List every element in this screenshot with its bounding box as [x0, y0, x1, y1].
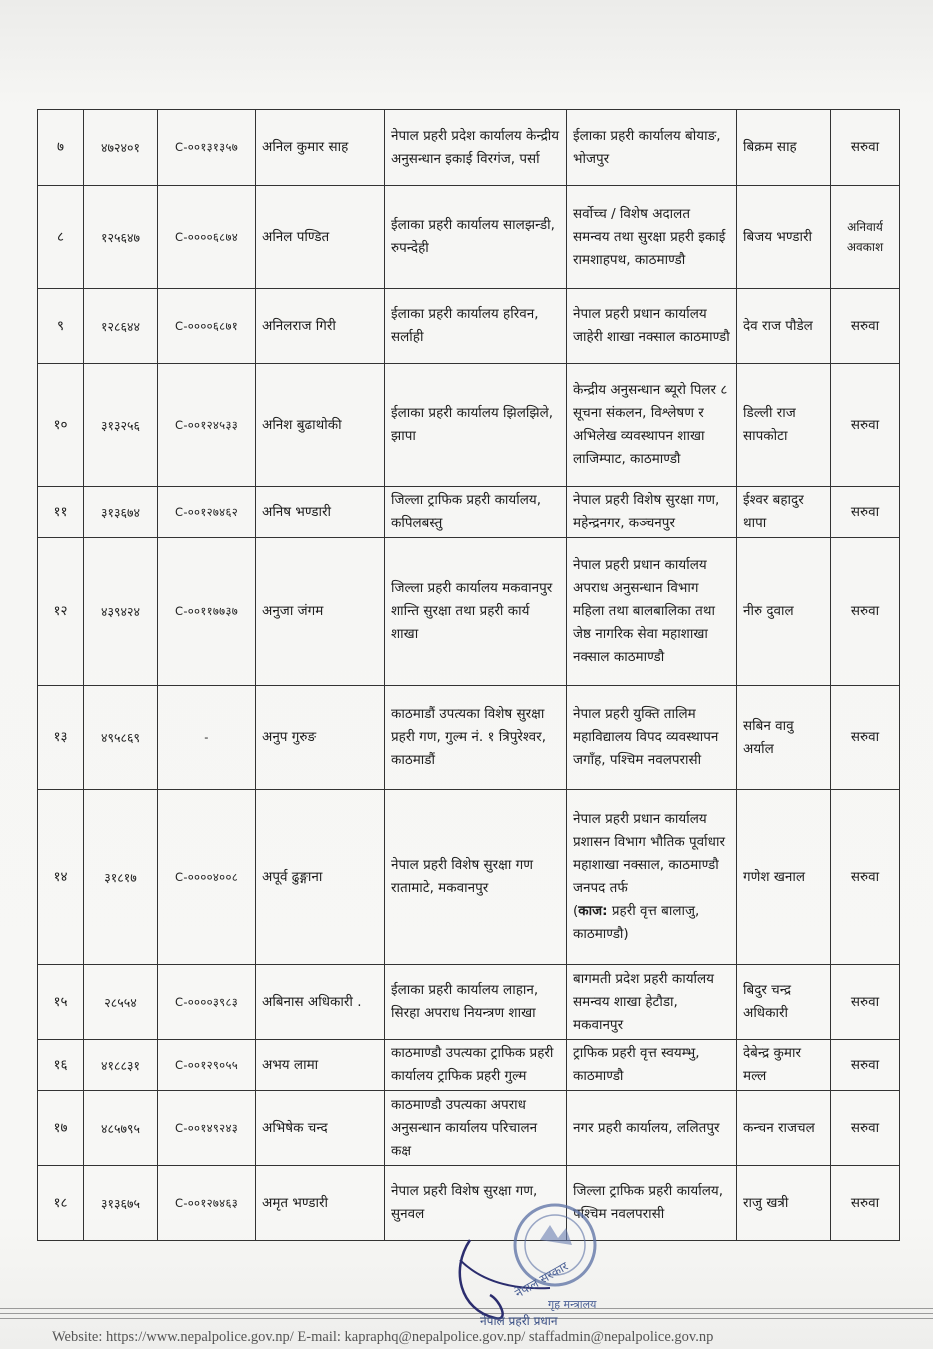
serial-number-cell — [38, 538, 84, 686]
staff-code: C-००१२९०५५ — [174, 1057, 239, 1072]
employee-id: ३१३२५६ — [100, 417, 140, 433]
approver-name-cell — [737, 186, 831, 289]
table-body — [38, 110, 900, 1241]
approver-name: देव राज पौडेल — [743, 317, 813, 334]
staff-code-cell — [158, 186, 256, 289]
employee-id-cell — [84, 1166, 158, 1241]
serial-number-cell — [38, 110, 84, 186]
approver-name-cell — [737, 686, 831, 790]
staff-code: C-००११७७३७ — [174, 604, 239, 618]
staff-code-cell — [158, 790, 256, 965]
remark: सरुवा — [850, 139, 880, 155]
remark: सरुवा — [850, 868, 880, 885]
remark-cell — [831, 110, 900, 186]
approver-name: गणेश खनाल — [743, 868, 806, 885]
serial-number-cell — [38, 1091, 84, 1166]
serial-number-cell — [38, 790, 84, 965]
transfer-office-cell — [567, 364, 737, 487]
approver-name-cell — [737, 790, 831, 965]
employee-id-cell — [84, 686, 158, 790]
staff-code: C-००१२७४६३ — [174, 1195, 239, 1210]
table-row — [38, 487, 900, 538]
current-office: काठमाण्डौ उपत्यका ट्राफिक प्रहरी कार्यालय ट्राफिक प्रहरी गुल्म — [391, 1045, 554, 1084]
assignment-label: काज: — [578, 903, 608, 919]
employee-name-cell — [256, 1091, 385, 1166]
current-office: नेपाल प्रहरी विशेष सुरक्षा गण रातामाटे, मकवानपुर — [391, 857, 534, 896]
transfer-office: नेपाल प्रहरी प्रधान कार्यालय अपराध अनुसन्धान विभाग महिला तथा बालबालिका तथा जेष्ठ नागरिक सेवा महाशाखा नक्साल काठमाण्डौ — [573, 557, 715, 665]
remark: सरुवा — [850, 1119, 880, 1136]
current-office: जिल्ला प्रहरी कार्यालय मकवानपुर शान्ति सुरक्षा तथा प्रहरी कार्य शाखा — [391, 580, 553, 642]
employee-name: अपूर्व ढुङ्गाना — [262, 868, 323, 885]
employee-id: ४७२४०१ — [100, 140, 140, 155]
table-row — [38, 790, 900, 965]
transfer-office-cell: नेपाल प्रहरी प्रधान कार्यालय प्रशासन विभाग भौतिक पूर्वाधार महाशाखा नक्साल, काठमाण्डौ जनपद तर्फ (काज: प्रहरी वृत्त बालाजु, काठमाण्डौ) — [567, 790, 737, 965]
employee-id: १२५६४७ — [100, 229, 140, 245]
employee-id: ३१३६७५ — [100, 1195, 140, 1211]
serial-number: १३ — [53, 729, 68, 745]
employee-name: अनुप गुरुङ — [262, 729, 317, 745]
employee-name: अनुजा जंगम — [262, 603, 324, 619]
approver-name: बिजय भण्डारी — [743, 228, 812, 245]
table-row — [38, 186, 900, 289]
current-office: नेपाल प्रहरी विशेष सुरक्षा गण, सुनवल — [391, 1183, 538, 1222]
footer-contact: Website: https://www.nepalpolice.gov.np/ E-mail: kapraphq@nepalpolice.gov.np/ staffadmin@nepalpolice.gov.np — [52, 1329, 714, 1345]
remark: सरुवा — [850, 317, 880, 334]
employee-name-cell — [256, 538, 385, 686]
employee-id: ४९५८६९ — [100, 730, 140, 745]
approver-name-cell — [737, 538, 831, 686]
current-office-cell — [385, 364, 567, 487]
employee-id-cell — [84, 538, 158, 686]
staff-code: C-००१२७४६२ — [174, 504, 239, 519]
employee-id-cell — [84, 487, 158, 538]
transfer-office: बागमती प्रदेश प्रहरी कार्यालय समन्वय शाखा हेटौडा, मकवानपुर — [573, 970, 715, 1033]
employee-id: २८५५४ — [104, 994, 137, 1010]
employee-name: अभिषेक चन्द — [262, 1119, 328, 1136]
approver-name: देबेन्द्र कुमार मल्ल — [743, 1045, 801, 1084]
serial-number: १२ — [53, 603, 68, 619]
transfer-office-cell — [567, 686, 737, 790]
current-office: नेपाल प्रहरी प्रदेश कार्यालय केन्द्रीय अनुसन्धान इकाई विरगंज, पर्सा — [391, 127, 560, 167]
current-office: ईलाका प्रहरी कार्यालय हरिवन, सर्लाही — [391, 306, 539, 345]
serial-number: १८ — [53, 1194, 68, 1211]
stamp-text: नेपाल सरकार — [512, 1259, 571, 1301]
employee-name: अनिलराज गिरी — [262, 317, 336, 334]
current-office: ईलाका प्रहरी कार्यालय लाहान, सिरहा अपराध नियन्त्रण शाखा — [391, 982, 539, 1021]
employee-name-cell — [256, 289, 385, 364]
employee-name-cell — [256, 364, 385, 487]
approver-name: बिदुर चन्द्र अधिकारी — [743, 982, 792, 1021]
remark-cell — [831, 186, 900, 289]
serial-number-cell — [38, 289, 84, 364]
employee-id: ३१३६७४ — [100, 504, 140, 520]
serial-number-cell — [38, 186, 84, 289]
current-office-cell — [385, 686, 567, 790]
serial-number: ११ — [53, 503, 68, 520]
employee-name-cell — [256, 110, 385, 186]
remark: सरुवा — [850, 416, 880, 433]
current-office: काठमाण्डौ उपत्यका अपराध अनुसन्धान कार्यालय परिचालन कक्ष — [391, 1096, 538, 1159]
employee-id: ४१८८३१ — [100, 1057, 140, 1073]
transfer-office-cell — [567, 538, 737, 686]
table-row — [38, 538, 900, 686]
employee-id-cell — [84, 965, 158, 1040]
employee-id-cell — [84, 110, 158, 186]
remark: सरुवा — [850, 729, 880, 745]
remark-cell — [831, 1166, 900, 1241]
employee-id: ३१८१७ — [104, 869, 137, 885]
remark: सरुवा — [850, 1056, 880, 1073]
remark-cell — [831, 1040, 900, 1091]
remark: सरुवा — [850, 603, 880, 619]
transfer-office: ईलाका प्रहरी कार्यालय बोयाङ, भोजपुर — [573, 127, 721, 167]
employee-id-cell — [84, 186, 158, 289]
staff-code: C-००००३९८३ — [174, 994, 239, 1009]
current-office-cell — [385, 965, 567, 1040]
serial-number: १७ — [53, 1119, 68, 1136]
employee-id-cell — [84, 289, 158, 364]
current-office-cell — [385, 538, 567, 686]
employee-name-cell — [256, 186, 385, 289]
current-office: जिल्ला ट्राफिक प्रहरी कार्यालय, कपिलबस्तु — [391, 492, 542, 531]
staff-code-cell — [158, 686, 256, 790]
transfer-office: सर्वोच्च / विशेष अदालत समन्वय तथा सुरक्षा प्रहरी इकाई रामशाहपथ, काठमाण्डौ — [573, 205, 726, 268]
staff-code-cell — [158, 487, 256, 538]
staff-code-cell — [158, 1040, 256, 1091]
transfer-office-cell — [567, 110, 737, 186]
employee-name-cell — [256, 1166, 385, 1241]
approver-name-cell — [737, 487, 831, 538]
staff-code-cell — [158, 965, 256, 1040]
employee-name: अनिश बुढाथोकी — [262, 416, 342, 433]
employee-id: १२८६४४ — [100, 318, 140, 334]
employee-name: अनिल कुमार साह — [262, 139, 349, 155]
serial-number-cell — [38, 487, 84, 538]
remark-cell — [831, 538, 900, 686]
current-office-cell — [385, 110, 567, 186]
table-row — [38, 686, 900, 790]
table-row — [38, 1040, 900, 1091]
approver-name: सबिन वावु अर्याल — [743, 717, 794, 757]
transfer-office: केन्द्रीय अनुसन्धान ब्यूरो पिलर ८ सूचना संकलन, विश्लेषण र अभिलेख व्यवस्थापन शाखा लाजिम्पाट, काठमाण्डौ — [573, 382, 728, 467]
employee-id: ४८५७९५ — [100, 1120, 140, 1136]
serial-number-cell — [38, 686, 84, 790]
employee-name: अभय लामा — [262, 1056, 319, 1073]
transfer-table — [37, 109, 900, 1241]
approver-name: डिल्ली राज सापकोटा — [743, 405, 796, 444]
approver-name: ईश्वर बहादुर थापा — [743, 492, 804, 531]
approver-name: बिक्रम साह — [743, 139, 797, 155]
staff-code: C-००००४००८ — [174, 869, 239, 884]
staff-code-cell — [158, 1166, 256, 1241]
remark-cell — [831, 487, 900, 538]
employee-name-cell — [256, 965, 385, 1040]
approver-name: नीरु दुवाल — [743, 603, 794, 619]
employee-name: अनिल पण्डित — [262, 228, 330, 245]
remark: सरुवा — [850, 1194, 880, 1211]
approver-name-cell — [737, 289, 831, 364]
employee-name-cell — [256, 790, 385, 965]
transfer-office: नेपाल प्रहरी प्रधान कार्यालय जाहेरी शाखा नक्साल काठमाण्डौ — [573, 306, 730, 345]
transfer-office: नेपाल प्रहरी युक्ति तालिम महाविद्यालय विपद व्यवस्थापन जगाँह, पश्चिम नवलपरासी — [573, 706, 719, 768]
table-row — [38, 965, 900, 1040]
employee-name-cell — [256, 686, 385, 790]
remark: अनिवार्य अवकाश — [846, 220, 884, 254]
serial-number-cell — [38, 1166, 84, 1241]
transfer-office: नेपाल प्रहरी विशेष सुरक्षा गण, महेन्द्रनगर, कञ्चनपुर — [573, 492, 720, 531]
remark-cell — [831, 364, 900, 487]
approver-name-cell — [737, 1040, 831, 1091]
employee-name: अबिनास अधिकारी . — [262, 993, 362, 1010]
approver-name-cell — [737, 965, 831, 1040]
remark: सरुवा — [850, 993, 880, 1010]
employee-id: ४३९४२४ — [100, 604, 140, 619]
serial-number: १० — [53, 416, 68, 433]
current-office-cell — [385, 1040, 567, 1091]
stamp-text: गृह मन्त्रालय — [548, 1298, 597, 1311]
staff-code: C-००००६८७४ — [174, 229, 239, 244]
stamp-text: नेपाल प्रहरी प्रधान — [480, 1314, 558, 1328]
transfer-office-cell — [567, 965, 737, 1040]
staff-code: C-००१४९२४३ — [174, 1120, 239, 1135]
remark-cell — [831, 965, 900, 1040]
current-office-cell — [385, 487, 567, 538]
remark-cell — [831, 1091, 900, 1166]
transfer-office-cell — [567, 1091, 737, 1166]
staff-code: C-००१२४५३३ — [174, 417, 239, 432]
employee-name-cell — [256, 1040, 385, 1091]
employee-id-cell — [84, 1091, 158, 1166]
official-stamp — [440, 1200, 610, 1330]
current-office: ईलाका प्रहरी कार्यालय झिलझिले, झापा — [391, 405, 554, 444]
table-row — [38, 289, 900, 364]
remark-cell — [831, 686, 900, 790]
serial-number: १४ — [53, 868, 68, 885]
table-row — [38, 364, 900, 487]
staff-code-cell — [158, 289, 256, 364]
current-office-cell — [385, 186, 567, 289]
current-office-cell — [385, 289, 567, 364]
transfer-office: नेपाल प्रहरी प्रधान कार्यालय प्रशासन विभाग भौतिक पूर्वाधार महाशाखा नक्साल, काठमाण्डौ जनपद तर्फ — [573, 811, 725, 896]
staff-code-cell — [158, 364, 256, 487]
serial-number: १६ — [53, 1056, 68, 1073]
table-row — [38, 110, 900, 186]
transfer-office-cell — [567, 186, 737, 289]
employee-id-cell — [84, 790, 158, 965]
current-office-cell — [385, 790, 567, 965]
current-office: ईलाका प्रहरी कार्यालय सालझन्डी, रुपन्देही — [391, 217, 555, 256]
transfer-office: ट्राफिक प्रहरी वृत्त स्वयम्भु, काठमाण्डौ — [573, 1045, 700, 1084]
employee-name: अनिष भण्डारी — [262, 503, 332, 520]
serial-number-cell — [38, 1040, 84, 1091]
approver-name-cell — [737, 1091, 831, 1166]
table-row — [38, 1091, 900, 1166]
transfer-office-cell — [567, 289, 737, 364]
assignment-note: प्रहरी वृत्त बालाजु, काठमाण्डौ) — [573, 903, 700, 942]
approver-name: कन्चन राजचल — [743, 1119, 815, 1136]
employee-id-cell — [84, 1040, 158, 1091]
current-office: काठमाडौं उपत्यका विशेष सुरक्षा प्रहरी गण, गुल्म नं. १ त्रिपुरेश्वर, काठमाडौं — [391, 706, 546, 768]
serial-number: १५ — [53, 993, 68, 1010]
staff-code: C-००००६८७१ — [174, 318, 239, 333]
remark: सरुवा — [850, 503, 880, 520]
staff-code-cell — [158, 110, 256, 186]
transfer-office: नगर प्रहरी कार्यालय, ललितपुर — [573, 1119, 720, 1136]
transfer-office: जिल्ला ट्राफिक प्रहरी कार्यालय, पश्चिम नवलपरासी — [573, 1183, 724, 1222]
serial-number-cell — [38, 364, 84, 487]
staff-code: - — [204, 730, 209, 744]
transfer-office-cell — [567, 1040, 737, 1091]
serial-number: ७ — [56, 139, 65, 155]
serial-number: ९ — [56, 317, 65, 334]
staff-code-cell — [158, 538, 256, 686]
serial-number: ८ — [56, 228, 65, 245]
employee-name: अमृत भण्डारी — [262, 1194, 329, 1211]
approver-name-cell — [737, 110, 831, 186]
staff-code-cell — [158, 1091, 256, 1166]
approver-name-cell — [737, 1166, 831, 1241]
approver-name: राजु खत्री — [743, 1194, 789, 1211]
employee-name-cell — [256, 487, 385, 538]
remark-cell — [831, 790, 900, 965]
approver-name-cell — [737, 364, 831, 487]
employee-id-cell — [84, 364, 158, 487]
transfer-office-cell — [567, 487, 737, 538]
current-office-cell — [385, 1091, 567, 1166]
serial-number-cell — [38, 965, 84, 1040]
remark-cell — [831, 289, 900, 364]
staff-code: C-००१३१३५७ — [174, 140, 239, 154]
